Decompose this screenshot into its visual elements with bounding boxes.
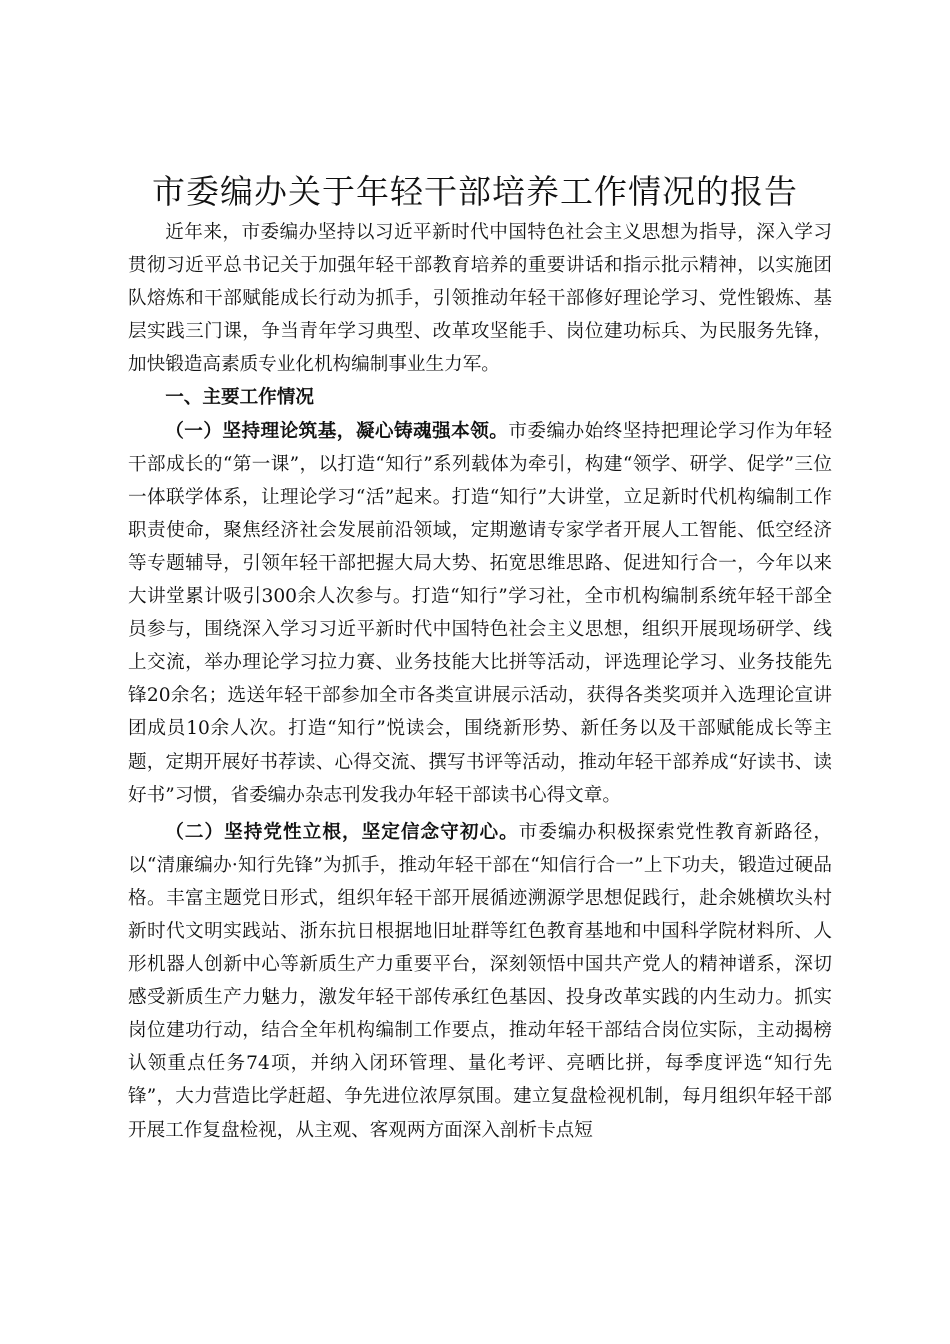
item-2-lead: （二）坚持党性立根，坚定信念守初心。 <box>165 821 519 843</box>
item-1-text: 市委编办始终坚持把理论学习作为年轻干部成长的“第一课”，以打造“知行”系列载体为牵引，构建“领学、研学、促学”三位一体联学体系，让理论学习“活”起来。打造“知行”大讲堂，立足新时代机构编制工作职责使命，聚焦经济社会发展前沿领域，定期邀请专家学者开展人工智能、低空经济等专题辅导，引领年轻干部把握大局大势、拓宽思维思路、促进知行合一，今年以来大讲堂累计吸引300余人次参与。打造“知行”学习社，全市机构编制系统年轻干部全员参与，围绕深入学习习近平新时代中国特色社会主义思想，组织开展现场研学、线上交流，举办理论学习拉力赛、业务技能大比拼等活动，评选理论学习、业务技能先锋20余名；选送年轻干部参加全市各类宣讲展示活动，获得各类奖项并入选理论宣讲团成员10余人次。打造“知行”悦读会，围绕新形势、新任务以及干部赋能成长等主题，定期开展好书荐读、心得交流、撰写书评等活动，推动年轻干部养成“好读书、读好书”习惯，省委编办杂志刊发我办年轻干部读书心得文章。 <box>128 420 832 806</box>
document-title: 市委编办关于年轻干部培养工作情况的报告 <box>152 172 798 211</box>
item-1-lead: （一）坚持理论筑基，凝心铸魂强本领。 <box>165 420 509 442</box>
item-1-paragraph <box>128 415 832 812</box>
document-body <box>128 216 832 1147</box>
item-2-text: 市委编办积极探索党性教育新路径，以“清廉编办·知行先锋”为抓手，推动年轻干部在“知信行合一”上下功夫，锻造过硬品格。丰富主题党日形式，组织年轻干部开展循迹溯源学思想促践行，赴余姚横坎头村新时代文明实践站、浙东抗日根据地旧址群等红色教育基地和中国科学院材料所、人形机器人创新中心等新质生产力重要平台，深刻领悟中国共产党人的精神谱系，深切感受新质生产力魅力，激发年轻干部传承红色基因、投身改革实践的内生动力。抓实岗位建功行动，结合全年机构编制工作要点，推动年轻干部结合岗位实际，主动揭榜认领重点任务74项，并纳入闭环管理、量化考评、亮晒比拼，每季度评选“知行先锋”，大力营造比学赶超、争先进位浓厚氛围。建立复盘检视机制，每月组织年轻干部开展工作复盘检视，从主观、客观两方面深入剖析卡点短 <box>128 821 832 1141</box>
item-2-paragraph <box>128 816 832 1147</box>
intro-paragraph: 近年来，市委编办坚持以习近平新时代中国特色社会主义思想为指导，深入学习贯彻习近平总书记关于加强年轻干部教育培养的重要讲话和指示批示精神，以实施团队熔炼和干部赋能成长行动为抓手，引领推动年轻干部修好理论学习、党性锻炼、基层实践三门课，争当青年学习典型、改革攻坚能手、岗位建功标兵、为民服务先锋，加快锻造高素质专业化机构编制事业生力军。 <box>128 222 832 376</box>
section-heading-main-work: 一、主要工作情况 <box>165 387 314 409</box>
